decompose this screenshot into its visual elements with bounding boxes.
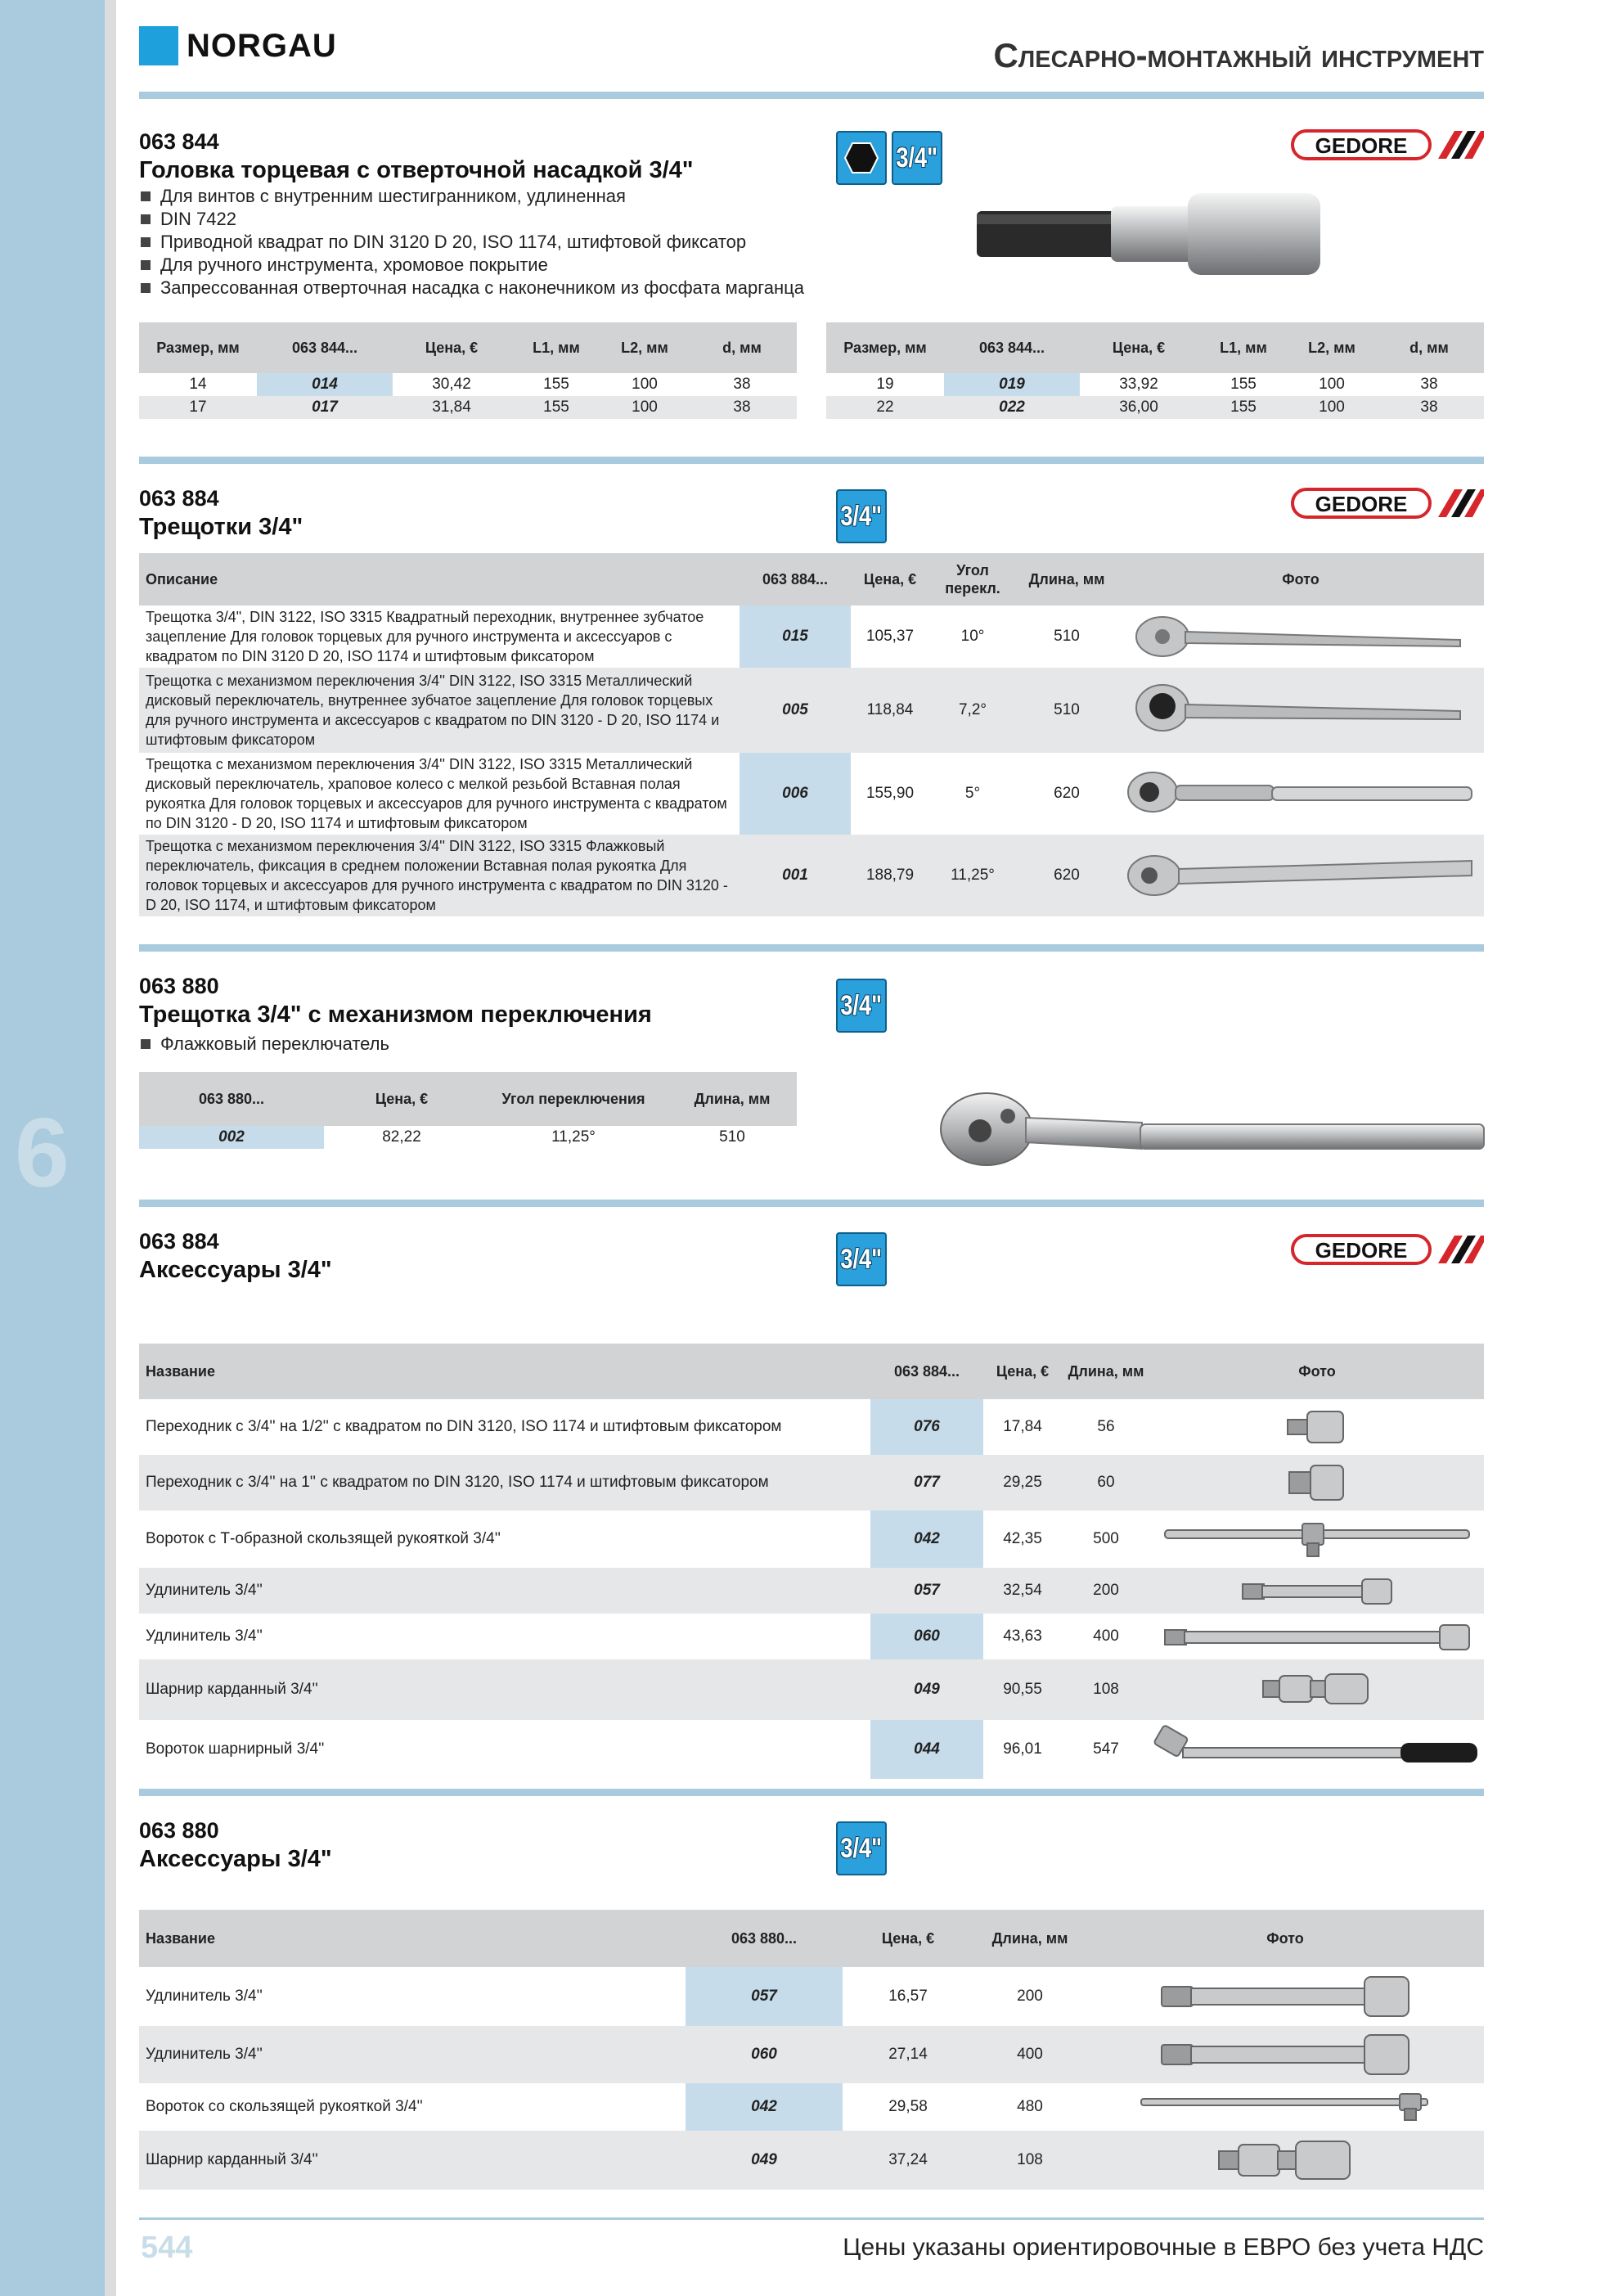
article-code: 060	[870, 1614, 983, 1659]
length-cell: 480	[1017, 2098, 1043, 2115]
feature-item: Флажковый переключатель	[141, 1033, 389, 1056]
footer-rule	[139, 2217, 1484, 2220]
article-code: 017	[257, 396, 393, 419]
price-cell: 29,25	[983, 1455, 1062, 1510]
section-title: Аксессуары 3/4"	[139, 1846, 332, 1872]
l1-cell: 155	[543, 376, 569, 393]
universal-joint-photo	[1216, 2138, 1355, 2182]
table-row	[139, 396, 797, 419]
header-rule	[139, 92, 1484, 99]
name-cell: Переходник с 3/4'' на 1'' с квадратом по DIN 3120, ISO 1174 и штифтовым фиксатором	[139, 1455, 870, 1510]
accessories-880-table	[139, 1910, 1484, 2190]
price-cell: 29,58	[888, 2098, 928, 2115]
col-header: L2, мм	[602, 322, 687, 373]
size-cell: 19	[876, 376, 894, 393]
article-code: 057	[686, 1967, 843, 2026]
article-code: 042	[870, 1510, 983, 1568]
section-code: 063 884	[139, 486, 219, 511]
name-cell: Удлинитель 3/4''	[146, 1627, 263, 1645]
table-row	[139, 1720, 1484, 1779]
hex-drive-icon	[836, 131, 887, 185]
col-header: 063 844...	[944, 322, 1080, 373]
length-cell: 510	[1016, 668, 1117, 753]
table-row	[139, 2131, 1484, 2190]
description-cell: Трещотка с механизмом переключения 3/4'' DIN 3122, ISO 3315 Металлический дисковый переключатель, храповое колесо с мелкой резьбой Вставная полая рукоятка Для головок торцевых и аксессуаров для ручного инструмента с квадратом по DIN 3120 - D 20, ISO 1174 и штифтовым фиксатором	[146, 756, 727, 831]
page-title: Слесарно-монтажный инструмент	[993, 36, 1484, 74]
section-rule	[139, 457, 1484, 464]
article-code: 022	[944, 396, 1080, 419]
col-header: Длина, мм	[1016, 553, 1117, 606]
price-cell: 31,84	[393, 396, 510, 419]
article-code: 015	[740, 606, 851, 668]
table-row	[139, 668, 1484, 753]
feature-item: Запрессованная отверточная насадка с наконечником из фосфата марганца	[141, 277, 804, 299]
length-cell: 56	[1097, 1418, 1115, 1435]
description-cell: Трещотка 3/4", DIN 3122, ISO 3315 Квадратный переходник, внутреннее зубчатое зацепление Для головок торцевых для ручного инструмента и аксессуаров с квадратом по DIN 3120 D 20, ISO 1174 и штифтовым фиксатором	[146, 609, 704, 664]
price-cell: 118,84	[851, 668, 929, 753]
d-cell: 38	[1374, 396, 1484, 419]
col-header: L2, мм	[1289, 322, 1374, 373]
length-cell: 500	[1093, 1530, 1119, 1547]
price-cell: 27,14	[843, 2026, 973, 2083]
article-code: 042	[686, 2083, 843, 2131]
side-gray-strip	[105, 0, 116, 2296]
gedore-logo-icon	[1291, 128, 1484, 162]
col-header: Цена, €	[324, 1072, 479, 1126]
length-cell: 400	[1093, 1627, 1119, 1645]
col-header: Цена, €	[393, 322, 510, 373]
name-cell: Вороток шарнирный 3/4''	[146, 1740, 325, 1758]
section-code: 063 880	[139, 1818, 219, 1843]
hex-socket-photo	[973, 188, 1333, 278]
svg-text:GEDORE: GEDORE	[1315, 133, 1408, 158]
l1-cell: 155	[1230, 376, 1257, 393]
feature-item: DIN 7422	[141, 208, 804, 231]
name-cell: Шарнир карданный 3/4''	[139, 1659, 870, 1720]
col-header: Фото	[1086, 1910, 1484, 1967]
description-cell: Трещотка с механизмом переключения 3/4'' DIN 3122, ISO 3315 Металлический дисковый переключатель, внутреннее зубчатое зацепление Для головок торцевых для ручного инструмента и аксессуаров с квадратом по DIN 3120 - D 20, ISO 1174 и штифтовым фиксатором	[139, 668, 740, 753]
table-row	[139, 1455, 1484, 1510]
col-header: d, мм	[687, 322, 797, 373]
price-cell: 16,57	[888, 1988, 928, 2005]
price-cell: 17,84	[1003, 1418, 1042, 1435]
table-row	[139, 753, 1484, 835]
ratchet-photo	[1133, 612, 1468, 661]
photo-cell	[1150, 1720, 1484, 1779]
table-row	[139, 1399, 1484, 1455]
photo-cell	[1117, 606, 1484, 668]
angle-cell: 11,25°	[929, 835, 1016, 916]
col-header: Фото	[1117, 553, 1484, 606]
length-cell: 510	[719, 1128, 745, 1146]
brand-logo-text: NORGAU	[187, 28, 337, 64]
photo-cell	[1086, 1967, 1484, 2026]
gedore-logo-icon	[1291, 486, 1484, 520]
price-cell: 105,37	[865, 628, 915, 645]
price-cell: 32,54	[983, 1568, 1062, 1614]
ratchet-photo	[1125, 768, 1477, 820]
col-header: Цена, €	[843, 1910, 973, 1967]
drive-size-badge: 3/4"	[836, 489, 887, 543]
col-header: Название	[139, 1910, 686, 1967]
table-row	[139, 2026, 1484, 2083]
photo-cell	[1086, 2083, 1484, 2131]
price-cell: 37,24	[843, 2131, 973, 2190]
price-cell: 42,35	[1003, 1530, 1042, 1547]
price-cell: 188,79	[851, 835, 929, 916]
article-code: 002	[139, 1126, 324, 1149]
price-cell: 43,63	[1003, 1627, 1042, 1645]
length-cell: 108	[1062, 1659, 1150, 1720]
section-rule	[139, 1789, 1484, 1796]
accessories-884-table	[139, 1344, 1484, 1779]
ratchet-photo	[1125, 849, 1477, 902]
name-cell: Шарнир карданный 3/4''	[139, 2131, 686, 2190]
article-code: 049	[870, 1659, 983, 1720]
price-cell: 96,01	[1003, 1740, 1042, 1758]
adapter-photo	[1284, 1462, 1350, 1503]
col-header: Угол переключения	[479, 1072, 668, 1126]
photo-cell	[1086, 2131, 1484, 2190]
length-cell: 547	[1093, 1740, 1119, 1758]
ratchet-photo	[1133, 682, 1468, 739]
photo-cell	[1150, 1659, 1484, 1720]
section-code: 063 880	[139, 974, 219, 998]
hinged-handle-photo	[1153, 1725, 1481, 1774]
name-cell: Удлинитель 3/4''	[146, 1988, 263, 2005]
svg-text:GEDORE: GEDORE	[1315, 1238, 1408, 1263]
ratchet-photo	[937, 1088, 1486, 1173]
col-header: L1, мм	[510, 322, 602, 373]
col-header: Цена, €	[851, 553, 929, 606]
extension-photo	[1239, 1574, 1395, 1607]
extension-photo	[1162, 1620, 1472, 1653]
col-header: 063 880...	[139, 1072, 324, 1126]
table-row	[826, 396, 1484, 419]
article-code: 014	[257, 373, 393, 396]
photo-cell	[1150, 1568, 1484, 1614]
ratchet-880-table	[139, 1072, 797, 1149]
table-row	[139, 1614, 1484, 1659]
table-row	[139, 1659, 1484, 1720]
col-header: Описание	[139, 553, 740, 606]
adapter-photo	[1284, 1407, 1350, 1447]
length-cell: 108	[973, 2131, 1086, 2190]
size-table-right	[826, 322, 1484, 419]
drive-size-badge: 3/4"	[836, 1232, 887, 1286]
col-header: Цена, €	[983, 1344, 1062, 1399]
price-cell: 36,00	[1080, 396, 1198, 419]
feature-item: Приводной квадрат по DIN 3120 D 20, ISO 1174, штифтовой фиксатор	[141, 231, 804, 254]
col-header: Размер, мм	[826, 322, 944, 373]
drive-size-badge: 3/4"	[836, 979, 887, 1033]
size-cell: 14	[189, 376, 207, 393]
l2-cell: 100	[1289, 396, 1374, 419]
article-code: 049	[686, 2131, 843, 2190]
angle-cell: 10°	[960, 628, 985, 645]
article-code: 057	[870, 1568, 983, 1614]
name-cell: Вороток с Т-образной скользящей рукояткой 3/4''	[146, 1530, 501, 1547]
l2-cell: 100	[1319, 376, 1345, 393]
col-header: Длина, мм	[668, 1072, 797, 1126]
photo-cell	[1150, 1510, 1484, 1568]
length-cell: 200	[1017, 1988, 1043, 2005]
feature-item: Для ручного инструмента, хромовое покрытие	[141, 254, 804, 277]
photo-cell	[1117, 835, 1484, 916]
name-cell: Вороток со скользящей рукояткой 3/4''	[146, 2098, 423, 2115]
table-row	[139, 1568, 1484, 1614]
angle-cell: 11,25°	[551, 1128, 596, 1146]
col-header: Длина, мм	[973, 1910, 1086, 1967]
extension-photo	[1158, 2032, 1412, 2078]
t-handle-photo	[1162, 1519, 1472, 1560]
table-row	[139, 1510, 1484, 1568]
table-row	[139, 2083, 1484, 2131]
d-cell: 38	[687, 396, 797, 419]
angle-cell: 7,2°	[929, 668, 1016, 753]
col-header: 063 884...	[740, 553, 851, 606]
drive-size-badge: 3/4"	[836, 1821, 887, 1875]
article-code: 076	[870, 1399, 983, 1455]
length-cell: 400	[973, 2026, 1086, 2083]
section-title: Трещотка 3/4" с механизмом переключения	[139, 1002, 652, 1028]
price-cell: 33,92	[1119, 376, 1158, 393]
l2-cell: 100	[602, 396, 687, 419]
col-header: Название	[139, 1344, 870, 1399]
col-header: Фото	[1150, 1344, 1484, 1399]
col-header: Размер, мм	[139, 322, 257, 373]
photo-cell	[1150, 1614, 1484, 1659]
article-code: 077	[870, 1455, 983, 1510]
size-cell: 17	[139, 396, 257, 419]
gedore-logo-icon	[1291, 1232, 1484, 1267]
length-cell: 620	[1016, 835, 1117, 916]
svg-text:GEDORE: GEDORE	[1315, 492, 1408, 516]
col-header: Цена, €	[1080, 322, 1198, 373]
section-code: 063 844	[139, 129, 219, 154]
drive-size-badge: 3/4"	[892, 131, 942, 185]
photo-cell	[1117, 753, 1484, 835]
length-cell: 620	[1054, 785, 1080, 802]
universal-joint-photo	[1260, 1669, 1374, 1710]
col-header: 063 884...	[870, 1344, 983, 1399]
d-cell: 38	[1420, 376, 1438, 393]
name-cell: Удлинитель 3/4''	[139, 1568, 870, 1614]
photo-cell	[1150, 1455, 1484, 1510]
col-header: d, мм	[1374, 322, 1484, 373]
table-row	[826, 373, 1484, 396]
description-cell: Трещотка с механизмом переключения 3/4'' DIN 3122, ISO 3315 Флажковый переключатель, фиксация в среднем положении Вставная полая рукоятка Для головок торцевых и аксессуаров для ручного инструмента с квадратом по DIN 3120 - D 20, ISO 1174, и штифтовым фиксатором	[139, 835, 740, 916]
section-rule	[139, 944, 1484, 952]
sliding-handle-photo	[1138, 2091, 1432, 2123]
col-header: 063 880...	[686, 1910, 843, 1967]
chapter-number: 6	[15, 1098, 70, 1208]
col-header: Угол перекл.	[929, 553, 1016, 606]
ratchet-table	[139, 553, 1484, 916]
table-row	[139, 1967, 1484, 2026]
d-cell: 38	[733, 376, 751, 393]
length-cell: 510	[1054, 628, 1080, 645]
feature-item: Для винтов с внутренним шестигранником, удлиненная	[141, 185, 804, 208]
article-code: 006	[740, 753, 851, 835]
length-cell: 200	[1062, 1568, 1150, 1614]
col-header: L1, мм	[1198, 322, 1289, 373]
l1-cell: 155	[510, 396, 602, 419]
article-code: 019	[944, 373, 1080, 396]
size-table-left	[139, 322, 797, 419]
col-header: Длина, мм	[1062, 1344, 1150, 1399]
l2-cell: 100	[632, 376, 658, 393]
name-cell: Переходник с 3/4'' на 1/2'' с квадратом по DIN 3120, ISO 1174 и штифтовым фиксатором	[146, 1418, 782, 1435]
price-note: Цены указаны ориентировочные в ЕВРО без учета НДС	[843, 2234, 1484, 2261]
price-cell: 82,22	[382, 1128, 421, 1146]
name-cell: Удлинитель 3/4''	[139, 2026, 686, 2083]
table-row	[139, 606, 1484, 668]
table-row	[139, 373, 797, 396]
article-code: 005	[740, 668, 851, 753]
section-code: 063 884	[139, 1229, 219, 1254]
price-cell: 90,55	[983, 1659, 1062, 1720]
article-code: 060	[686, 2026, 843, 2083]
table-row	[139, 835, 1484, 916]
feature-list	[141, 1033, 389, 1056]
col-header: 063 844...	[257, 322, 393, 373]
photo-cell	[1117, 668, 1484, 753]
page-number: 544	[141, 2231, 193, 2265]
article-code: 044	[870, 1720, 983, 1779]
length-cell: 60	[1062, 1455, 1150, 1510]
article-code: 001	[740, 835, 851, 916]
section-rule	[139, 1200, 1484, 1207]
size-cell: 22	[826, 396, 944, 419]
angle-cell: 5°	[964, 785, 981, 802]
section-title: Трещотки 3/4"	[139, 514, 303, 540]
section-title: Головка торцевая с отверточной насадкой 3/4"	[139, 157, 694, 183]
table-row	[139, 1126, 797, 1149]
section-title: Аксессуары 3/4"	[139, 1257, 332, 1283]
l1-cell: 155	[1198, 396, 1289, 419]
price-cell: 30,42	[432, 376, 471, 393]
feature-list	[141, 185, 804, 299]
photo-cell	[1086, 2026, 1484, 2083]
extension-photo	[1158, 1974, 1412, 2019]
brand-logo-mark	[139, 26, 178, 65]
price-cell: 155,90	[865, 785, 915, 802]
photo-cell	[1150, 1399, 1484, 1455]
